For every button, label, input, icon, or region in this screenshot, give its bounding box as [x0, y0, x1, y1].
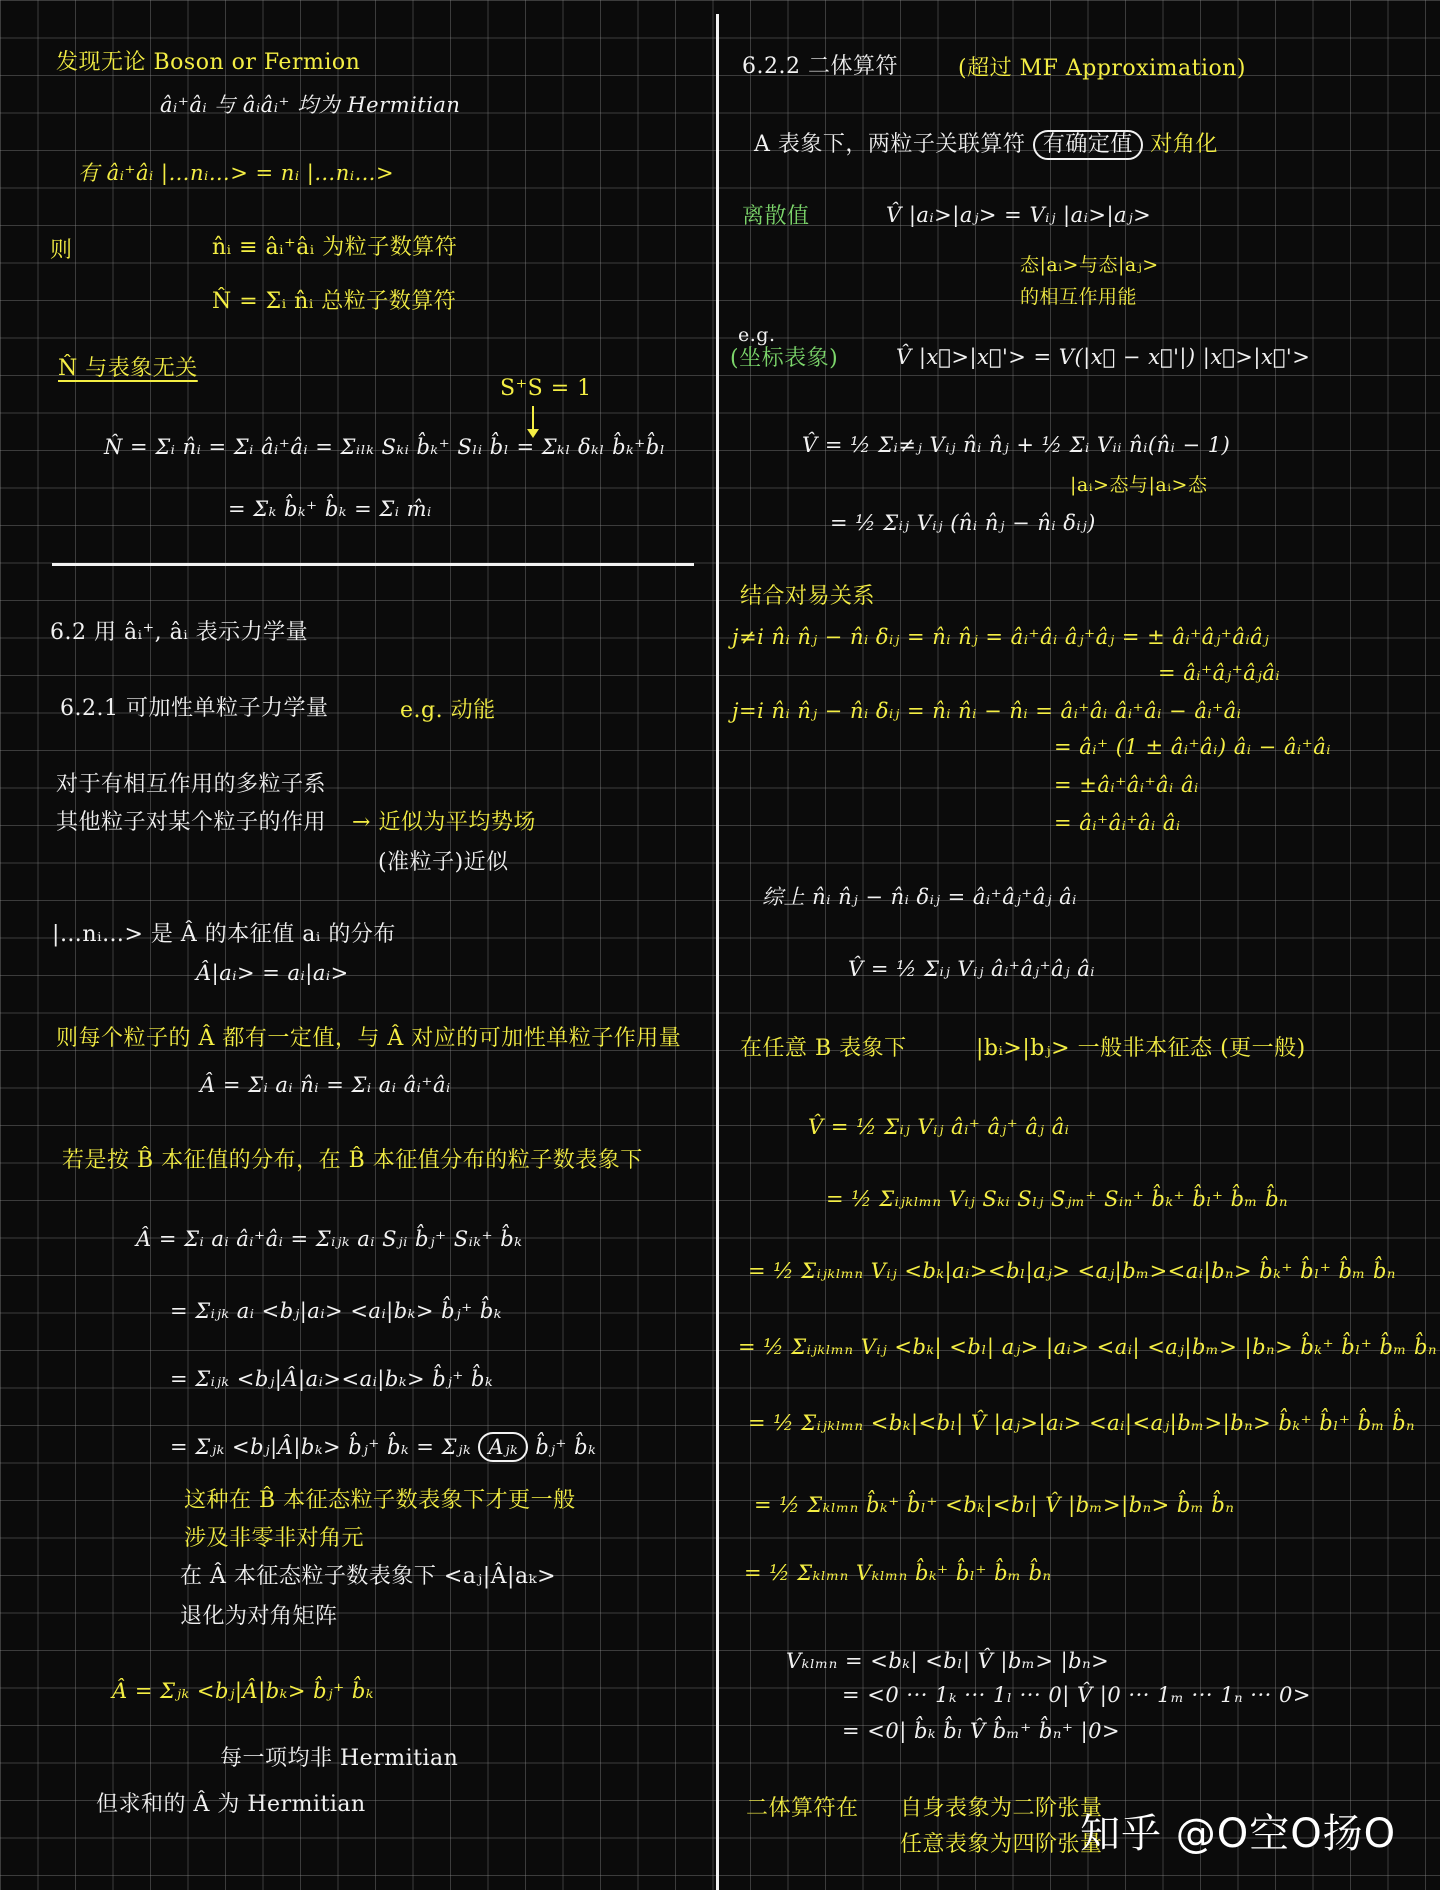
math-line: = ½ Σᵢⱼₖₗₘₙ Vᵢⱼ Sₖᵢ Sₗⱼ Sⱼₘ⁺ Sᵢₙ⁺ b̂ₖ⁺ b̂ₗ⁺ b̂ₘ b̂ₙ	[826, 1187, 1289, 1211]
note-line: 这种在 B̂ 本征态粒子数表象下才更一般	[184, 1488, 576, 1513]
math-line	[170, 1432, 596, 1462]
note-line: N̂ = Σᵢ n̂ᵢ 总粒子数算符	[212, 289, 457, 314]
label-text: (坐标表象)	[730, 346, 839, 371]
math-line: Â = Σⱼₖ <bⱼ|Â|bₖ> b̂ⱼ⁺ b̂ₖ	[112, 1679, 374, 1703]
note-line: 在 Â 本征态粒子数表象下 <aⱼ|Â|aₖ>	[180, 1564, 557, 1589]
math-expression: b̂ⱼ⁺ b̂ₖ	[535, 1435, 597, 1459]
math-line: = <0 ··· 1ₖ ··· 1ₗ ··· 0| V̂ |0 ··· 1ₘ ··· 1ₙ ··· 0>	[842, 1683, 1311, 1707]
math-line: = ½ Σₖₗₘₙ b̂ₖ⁺ b̂ₗ⁺ <bₖ|<bₗ| V̂ |bₘ>|bₙ> b̂ₘ b̂ₙ	[754, 1493, 1235, 1517]
note-line: 对于有相互作用的多粒子系	[56, 772, 327, 797]
note-line: → 近似为平均势场	[352, 810, 536, 835]
note-line: 二体算符在	[746, 1796, 859, 1821]
note-line: |bᵢ>|bⱼ> 一般非本征态 (更一般)	[976, 1036, 1306, 1061]
math-line: V̂ = ½ Σᵢⱼ Vᵢⱼ âᵢ⁺âⱼ⁺âⱼ âᵢ	[848, 957, 1096, 981]
note-line: 发现无论 Boson or Fermion	[56, 50, 361, 75]
section-heading: 6.2.1 可加性单粒子力学量	[60, 696, 329, 721]
section-heading: 6.2 用 âᵢ⁺, âᵢ 表示力学量	[50, 620, 309, 645]
math-line: = Σₖ b̂ₖ⁺ b̂ₖ = Σᵢ m̂ᵢ	[228, 497, 432, 521]
math-line: = Σᵢⱼₖ aᵢ <bⱼ|aᵢ> <aᵢ|bₖ> b̂ⱼ⁺ b̂ₖ	[170, 1299, 502, 1323]
math-line: = âᵢ⁺ (1 ± âᵢ⁺âᵢ) âᵢ − âᵢ⁺âᵢ	[1054, 735, 1331, 759]
note-line: |aᵢ>态与|aᵢ>态	[1070, 474, 1208, 496]
section-heading: 6.2.2 二体算符	[742, 54, 898, 79]
math-line: Â|aᵢ> = aᵢ|aᵢ>	[196, 961, 349, 985]
label-text: 离散值	[742, 204, 810, 229]
horizontal-divider	[52, 563, 694, 566]
circled-element: Aⱼₖ	[478, 1432, 528, 1462]
down-arrow-icon	[532, 406, 534, 430]
left-column	[0, 0, 715, 1890]
math-line: V̂ = ½ Σᵢ≠ⱼ Vᵢⱼ n̂ᵢ n̂ⱼ + ½ Σᵢ Vᵢᵢ n̂ᵢ(n̂ᵢ − 1)	[802, 433, 1231, 457]
note-text: A 表象下，两粒子关联算符	[754, 132, 1026, 157]
circled-element: 有确定值	[1033, 130, 1143, 160]
section-heading: N̂ 与表象无关	[58, 356, 198, 381]
note-line: (超过 MF Approximation)	[958, 56, 1246, 81]
math-line: j≠i n̂ᵢ n̂ⱼ − n̂ᵢ δᵢⱼ = n̂ᵢ n̂ⱼ = âᵢ⁺âᵢ âⱼ⁺âⱼ = ± âᵢ⁺âⱼ⁺âᵢâⱼ	[732, 625, 1270, 649]
math-line: Vₖₗₘₙ = <bₖ| <bₗ| V̂ |bₘ> |bₙ>	[786, 1649, 1110, 1673]
math-line: = âᵢ⁺âⱼ⁺âⱼâᵢ	[1158, 661, 1281, 685]
math-expression: = Σⱼₖ <bⱼ|Â|bₖ> b̂ⱼ⁺ b̂ₖ = Σⱼₖ	[170, 1435, 472, 1459]
note-line: 则	[50, 238, 73, 263]
math-line: = âᵢ⁺âᵢ⁺âᵢ âᵢ	[1054, 811, 1181, 835]
math-line: V̂ |aᵢ>|aⱼ> = Vᵢⱼ |aᵢ>|aⱼ>	[886, 203, 1152, 227]
math-line: V̂ |x⃗>|x⃗'> = V(|x⃗ − x⃗'|) |x⃗>|x⃗'>	[896, 345, 1311, 369]
note-line: n̂ᵢ ≡ âᵢ⁺âᵢ 为粒子数算符	[212, 235, 458, 260]
math-line: V̂ = ½ Σᵢⱼ Vᵢⱼ âᵢ⁺ âⱼ⁺ âⱼ âᵢ	[808, 1115, 1070, 1139]
math-line: Â = Σᵢ aᵢ n̂ᵢ = Σᵢ aᵢ âᵢ⁺âᵢ	[200, 1073, 451, 1097]
vertical-divider	[716, 14, 719, 1890]
math-line: = ½ Σᵢⱼₖₗₘₙ Vᵢⱼ <bₖ| <bₗ| aⱼ> |aᵢ> <aᵢ| <aⱼ|bₘ> |bₙ> b̂ₖ⁺ b̂ₗ⁺ b̂ₘ b̂ₙ	[738, 1335, 1437, 1359]
note-line	[754, 130, 1218, 160]
math-line: 综上 n̂ᵢ n̂ⱼ − n̂ᵢ δᵢⱼ = âᵢ⁺âⱼ⁺âⱼ âᵢ	[762, 885, 1077, 909]
math-line: = Σᵢⱼₖ <bⱼ|Â|aᵢ><aᵢ|bₖ> b̂ⱼ⁺ b̂ₖ	[170, 1367, 494, 1391]
note-line: 态|aᵢ>与态|aⱼ>	[1020, 254, 1159, 276]
note-line: S⁺S = 1	[500, 376, 592, 401]
note-line: 有 âᵢ⁺âᵢ |…nᵢ…> = nᵢ |…nᵢ…>	[78, 161, 395, 185]
math-line: N̂ = Σᵢ n̂ᵢ = Σᵢ âᵢ⁺âᵢ = Σᵢₗₖ Sₖᵢ b̂ₖ⁺ Sₗᵢ b̂ₗ = Σₖₗ δₖₗ b̂ₖ⁺b̂ₗ	[104, 435, 666, 459]
note-line: âᵢ⁺âᵢ 与 âᵢâᵢ⁺ 均为 Hermitian	[160, 93, 461, 117]
note-line: 但求和的 Â 为 Hermitian	[96, 1792, 366, 1817]
math-line: = ½ Σᵢⱼₖₗₘₙ <bₖ|<bₗ| V̂ |aⱼ>|aᵢ> <aᵢ|<aⱼ|bₘ>|bₙ> b̂ₖ⁺ b̂ₗ⁺ b̂ₘ b̂ₙ	[748, 1411, 1416, 1435]
note-line: 的相互作用能	[1020, 286, 1138, 308]
note-line: 任意表象为四阶张量	[900, 1832, 1103, 1857]
math-line: = <0| b̂ₖ b̂ₗ V̂ b̂ₘ⁺ b̂ₙ⁺ |0>	[842, 1719, 1121, 1743]
math-line: = ½ Σᵢⱼ Vᵢⱼ (n̂ᵢ n̂ⱼ − n̂ᵢ δᵢⱼ)	[830, 511, 1096, 535]
math-line: = ½ Σₖₗₘₙ Vₖₗₘₙ b̂ₖ⁺ b̂ₗ⁺ b̂ₘ b̂ₙ	[744, 1561, 1052, 1585]
math-line: = ±âᵢ⁺âᵢ⁺âᵢ âᵢ	[1054, 773, 1199, 797]
note-line: 涉及非零非对角元	[184, 1526, 365, 1551]
note-line: e.g.	[738, 324, 776, 346]
note-line: 结合对易关系	[740, 584, 876, 609]
watermark-text: 知乎 @O空O扬O	[1080, 1811, 1397, 1857]
note-line: 其他粒子对某个粒子的作用	[56, 810, 327, 835]
note-line: 每一项均非 Hermitian	[220, 1746, 459, 1771]
note-line: e.g. 动能	[400, 698, 496, 723]
math-line: = ½ Σᵢⱼₖₗₘₙ Vᵢⱼ <bₖ|aᵢ><bₗ|aⱼ> <aⱼ|bₘ><aᵢ|bₙ> b̂ₖ⁺ b̂ₗ⁺ b̂ₘ b̂ₙ	[748, 1259, 1396, 1283]
note-line: (准粒子)近似	[378, 850, 509, 875]
note-line: 若是按 B̂ 本征值的分布，在 B̂ 本征值分布的粒子数表象下	[62, 1148, 643, 1173]
note-line: 在任意 B 表象下	[740, 1036, 907, 1061]
note-line: 退化为对角矩阵	[180, 1604, 338, 1629]
math-line: Â = Σᵢ aᵢ âᵢ⁺âᵢ = Σᵢⱼₖ aᵢ Sⱼᵢ b̂ⱼ⁺ Sᵢₖ⁺ b̂ₖ	[136, 1227, 523, 1251]
math-line: j=i n̂ᵢ n̂ⱼ − n̂ᵢ δᵢⱼ = n̂ᵢ n̂ᵢ − n̂ᵢ = âᵢ⁺âᵢ âᵢ⁺âᵢ − âᵢ⁺âᵢ	[732, 699, 1242, 723]
right-column	[720, 0, 1440, 1890]
note-line: 则每个粒子的 Â 都有一定值，与 Â 对应的可加性单粒子作用量	[56, 1026, 682, 1051]
note-line: |…nᵢ…> 是 Â 的本征值 aᵢ 的分布	[52, 922, 396, 947]
note-text: 对角化	[1150, 132, 1218, 157]
note-line: 自身表象为二阶张量	[900, 1796, 1103, 1821]
